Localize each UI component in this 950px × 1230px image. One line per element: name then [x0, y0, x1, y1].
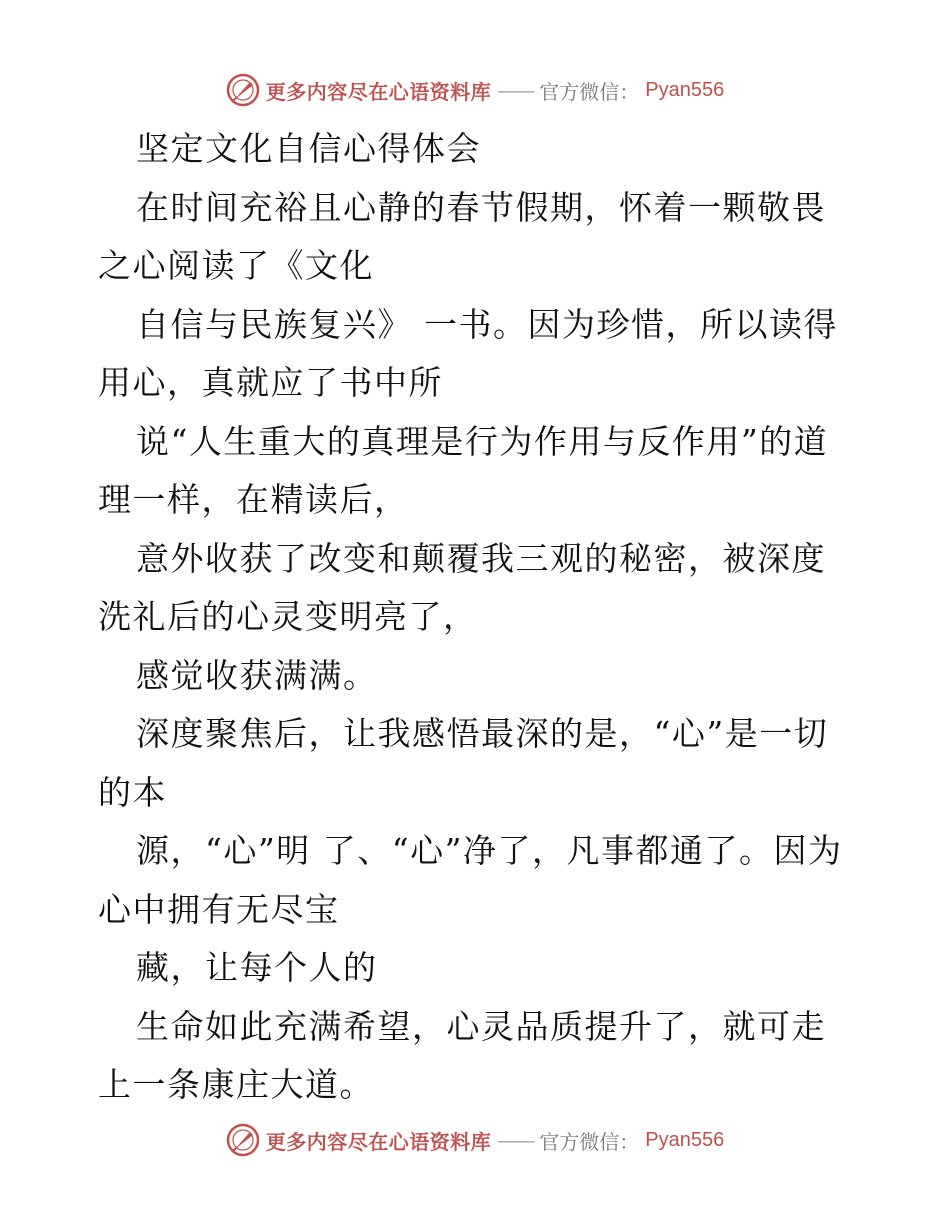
- header-dash: ——: [497, 78, 534, 102]
- footer-wechat-id: Pyan556: [645, 1128, 725, 1151]
- body-paragraph: 感觉收获满满。: [136, 655, 378, 695]
- body-paragraph: 源，“心”明 了、“心”净了，凡事都通了。因为心中拥有无尽宝: [98, 831, 843, 929]
- footer-banner-content: [226, 1123, 724, 1157]
- document-body: [98, 120, 858, 1115]
- body-paragraph: 藏，让每个人的: [136, 948, 378, 987]
- header-banner-content: [226, 73, 724, 107]
- footer-dash: ——: [497, 1128, 534, 1152]
- body-paragraph: 说“人生重大的真理是行为作用与反作用”的道理一样，在精读后，: [98, 421, 829, 519]
- footer-brand-text: 更多内容尽在心语资料库: [265, 1129, 492, 1154]
- body-paragraph: 意外收获了改变和颠覆我三观的秘密，被深度洗礼后的心灵变明亮了，: [98, 538, 826, 636]
- body-paragraph: 生命如此充满希望，心灵品质提升了，就可走上一条康庄大道。: [98, 1006, 826, 1104]
- feather-pen-logo-icon: [226, 73, 260, 107]
- feather-pen-logo-icon: [226, 1123, 260, 1157]
- footer-official-label: 官方微信：: [539, 1129, 640, 1154]
- body-paragraph: 深度聚焦后，让我感悟最深的是，“心”是一切的本: [98, 714, 829, 812]
- header-wechat-id: Pyan556: [645, 78, 725, 101]
- footer-watermark-banner: [0, 1120, 950, 1160]
- header-brand-text: 更多内容尽在心语资料库: [265, 79, 492, 104]
- body-paragraph: 在时间充裕且心静的春节假期，怀着一颗敬畏之心阅读了《文化: [98, 187, 826, 285]
- header-official-label: 官方微信：: [539, 79, 640, 104]
- document-title: 坚定文化自信心得体会: [136, 129, 481, 168]
- body-paragraph: 自信与民族复兴》 一书。因为珍惜，所以读得用心，真就应了书中所: [98, 304, 838, 402]
- header-watermark-banner: [0, 70, 950, 110]
